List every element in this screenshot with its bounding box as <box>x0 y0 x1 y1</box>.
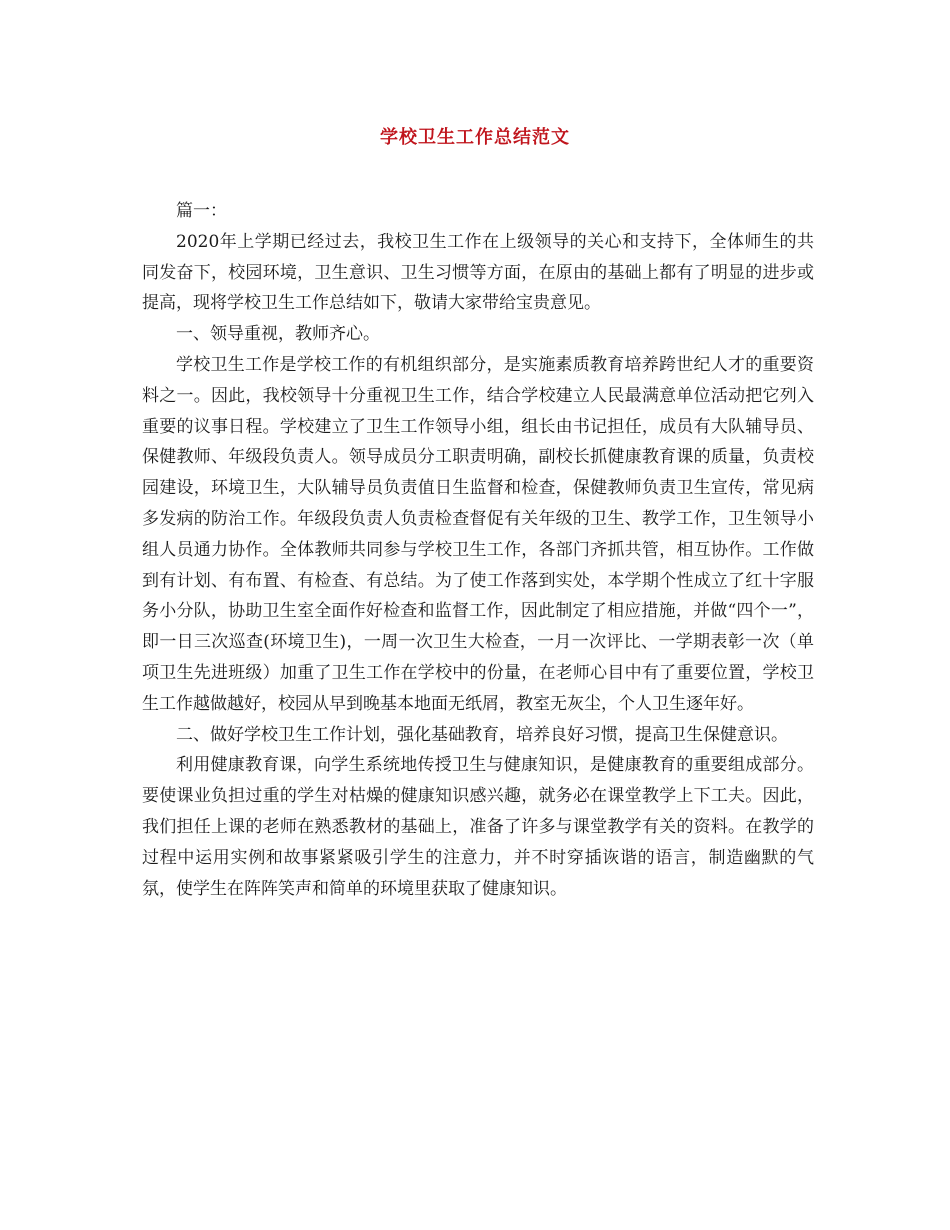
document-title: 学校卫生工作总结范文 <box>380 127 570 148</box>
paragraph-intro: 2020年上学期已经过去，我校卫生工作在上级领导的关心和支持下，全体师生的共同发奋下，校园环境，卫生意识、卫生习惯等方面，在原由的基础上都有了明显的进步或提高，现将学校卫生工作总结如下，敬请大家带给宝贵意见。 <box>142 231 814 314</box>
section-heading-1: 一、领导重视，教师齐心。 <box>176 324 380 345</box>
paragraph-section-2: 利用健康教育课，向学生系统地传授卫生与健康知识，是健康教育的重要组成部分。要使课业负担过重的学生对枯燥的健康知识感兴趣，就务必在课堂教学上下工夫。因此，我们担任上课的老师在熟悉教材的基础上，准备了许多与课堂教学有关的资料。在教学的过程中运用实例和故事紧紧吸引学生的注意力，并不时穿插诙谐的语言，制造幽默的气氛，使学生在阵阵笑声和简单的环境里获取了健康知识。 <box>142 755 814 899</box>
paragraph-heading-part-one: 篇一： <box>176 201 227 221</box>
section-heading-2: 二、做好学校卫生工作计划，强化基础教育，培养良好习惯，提高卫生保健意识。 <box>176 724 788 745</box>
document-body <box>142 196 814 904</box>
paragraph-section-1: 学校卫生工作是学校工作的有机组织部分，是实施素质教育培养跨世纪人才的重要资料之一。因此，我校领导十分重视卫生工作，结合学校建立人民最满意单位活动把它列入重要的议事日程。学校建立了卫生工作领导小组，组长由书记担任，成员有大队辅导员、保健教师、年级段负责人。领导成员分工职责明确，副校长抓健康教育课的质量，负责校园建设，环境卫生，大队辅导员负责值日生监督和检查，保健教师负责卫生宣传，常见病多发病的防治工作。年级段负责人负责检查督促有关年级的卫生、教学工作，卫生领导小组人员通力协作。全体教师共同参与学校卫生工作，各部门齐抓共管，相互协作。工作做到有计划、有布置、有检查、有总结。为了使工作落到实处，本学期个性成立了红十字服务小分队，协助卫生室全面作好检查和监督工作，因此制定了相应措施，并做“四个一”，即一日三次巡查(环境卫生)，一周一次卫生大检查，一月一次评比、一学期表彰一次（单项卫生先进班级）加重了卫生工作在学校中的份量，在老师心目中有了重要位置，学校卫生工作越做越好，校园从早到晚基本地面无纸屑，教室无灰尘，个人卫生逐年好。 <box>142 354 814 714</box>
